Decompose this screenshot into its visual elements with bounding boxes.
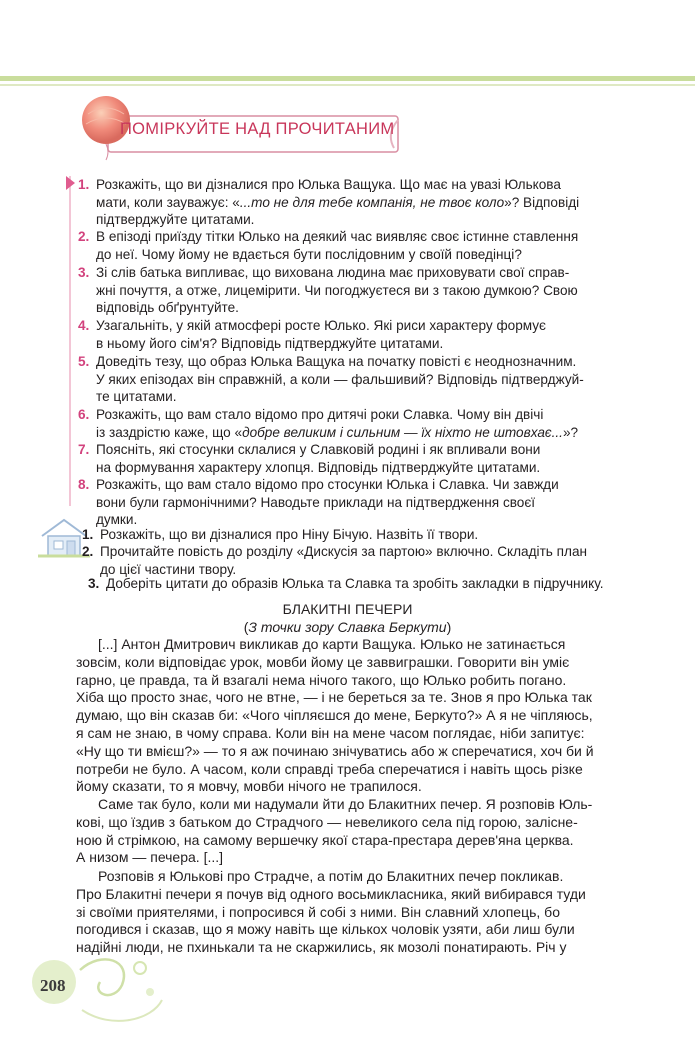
question-number: 7. [78,442,90,457]
line: йому сказати, то я мовчу, мовби нічого не трапилося. [76,778,422,795]
question-number: 6. [78,407,90,422]
story-paragraph-1 [76,636,620,796]
line: на формування характеру хлопця. Відповідь підтверджуйте цитатами. [96,459,541,475]
line: до неї. Чому йому не вдається бути послідовним у своїй поведінці? [96,246,522,262]
line: ною й стрімкою, на самому вершечку якої стара-престара дерев'яна церква. [76,831,574,848]
line: Розкажіть, що вам стало відомо про дитячі роки Славка. Чому він двічі [96,407,544,422]
line: потреби не було. А часом, коли справді треба сперечатися і навіть щось різке [76,760,583,777]
line: Прочитайте повість до розділу «Дискусія за партою» включно. Складіть план [100,544,588,559]
line: мати, коли зауважує: «...то не для тебе компанія, не твоє коло»? Відповіді [96,194,580,210]
question-number: 2. [78,229,90,244]
story-subtitle [0,619,695,635]
line: Зі слів батька випливає, що вихована людина має приховувати свої справ- [96,265,570,280]
question-number: 4. [78,318,90,333]
question-5 [78,353,620,406]
line: відповідь обґрунтуйте. [96,300,239,316]
line: Доведіть тезу, що образ Юлька Ващука на початку повісті є неоднозначним. [96,354,577,369]
line: вони були гармонічними? Наводьте приклади на підтвердження своєї [96,494,536,510]
question-6 [78,406,620,441]
line: в ньому його сім'я? Відповідь підтверджуйте цитатами. [96,335,444,351]
italic-quote: добре великим і сильним — їх ніхто не штовхає... [242,424,563,440]
italic-quote: ...то не для тебе компанія, не твоє коло [239,194,505,210]
line: Розкажіть, що ви дізналися про Ніну Бічую. Назвіть її твори. [100,527,479,542]
line: А низом — печера. [...] [76,849,224,866]
triangle-marker-icon [66,176,75,190]
question-number: 1. [78,177,90,192]
line: Розповів я Юлькові про Страдче, а потім до Блакитних печер покликав. [98,868,564,884]
line: Розкажіть, що вам стало відомо про стосунки Юлька і Славка. Чи завжди [96,477,559,492]
line: зовсім, коли відповідає урок, мовби йому це заввиграшки. Говорити він уміє [76,653,570,670]
question-number: 8. [78,477,90,492]
line: кові, що їздив з батьком до Страдчого — невеликого села під горою, залісне- [76,813,578,830]
line: гарно, це правда, та й взагалі нема нічого такого, що Юлько робить погано. [76,671,567,688]
line: із заздрістю каже, що «добре великим і сильним — їх ніхто не штовхає...»? [96,424,579,440]
homework-1 [82,526,620,544]
line: [...] Антон Дмитрович викликав до карти Ващука. Юлько не затинається [98,636,566,652]
question-7 [78,441,620,476]
line: Поясніть, які стосунки склалися у Славковій родині і як впливали вони [96,442,541,457]
question-number: 3. [78,265,90,280]
line: те цитатами. [96,389,177,405]
line: В епізоді приїзду тітки Юлько на деякий час виявляє своє істинне ставлення [96,229,579,244]
top-rule-thin [0,84,695,86]
section-title: ПОМІРКУЙТЕ НАД ПРОЧИТАНИМ [120,120,395,138]
paren: ) [446,619,452,635]
line: підтверджуйте цитатами. [96,212,255,228]
paren: ( [243,619,249,635]
question-8 [78,476,620,529]
line: Розкажіть, що ви дізналися про Юлька Ващука. Що має на увазі Юлькова [96,177,561,192]
top-rule [0,76,695,81]
line: У яких епізодах він справжній, а коли — фальшивий? Відповідь підтверджуй- [96,371,584,387]
line: я сам не знаю, в чому справа. Коли він на мене часом поглядає, ніби запитує: [76,724,585,741]
line: Саме так було, коли ми надумали йти до Блакитних печер. Я розповів Юль- [98,796,593,812]
question-2 [78,228,620,263]
homework-number: 2. [82,544,94,559]
question-1 [78,176,620,229]
page-number: 208 [40,976,66,995]
line: думаю, що він сказав би: «Чого чіпляєшся до мене, Беркуто?» А я не чіпляюсь, [76,707,593,724]
line: жні почуття, а отже, лицемірити. Чи погоджуєтеся ви з такою думкою? Свою [96,282,578,298]
homework-3 [88,575,626,593]
questions-bar [69,176,71,506]
line: надійні люди, не пхинькали та не скаржились, як мозолі понатирають. Річ у [76,939,567,956]
line: думки. [96,512,138,528]
question-4 [78,317,620,352]
line: до цієї частини твору. [100,561,237,577]
question-3 [78,264,620,317]
line: зі своїми приятелями, і попросився й собі з ними. Він славний хлопець, бо [76,903,560,920]
line: Доберіть цитати до образів Юлька та Славка та зробіть закладки в підручнику. [106,576,604,591]
homework-2 [82,543,620,578]
question-number: 5. [78,354,90,369]
homework-number: 3. [88,576,100,591]
homework-number: 1. [82,527,94,542]
subtitle-text: З точки зору Славка Беркути [248,619,447,635]
story-paragraph-2 [76,796,620,867]
line: «Ну що ти вмієш?» — то я аж починаю знічуватись або ж сперечатися, хоч би й [76,742,594,759]
line: погодився і сказав, що я можу навіть ще кількох чоловік узяти, аби лиш були [76,921,575,938]
line: Узагальніть, у якій атмосфері росте Юлько. Які риси характеру формує [96,318,546,333]
line: Про Блакитні печери я почув від одного восьмикласника, який вибирався туди [76,885,586,902]
line: Хіба що просто знає, чого не втне, — і не береться за те. Знов я про Юлька так [76,689,592,706]
story-title: БЛАКИТНІ ПЕЧЕРИ [282,601,413,617]
